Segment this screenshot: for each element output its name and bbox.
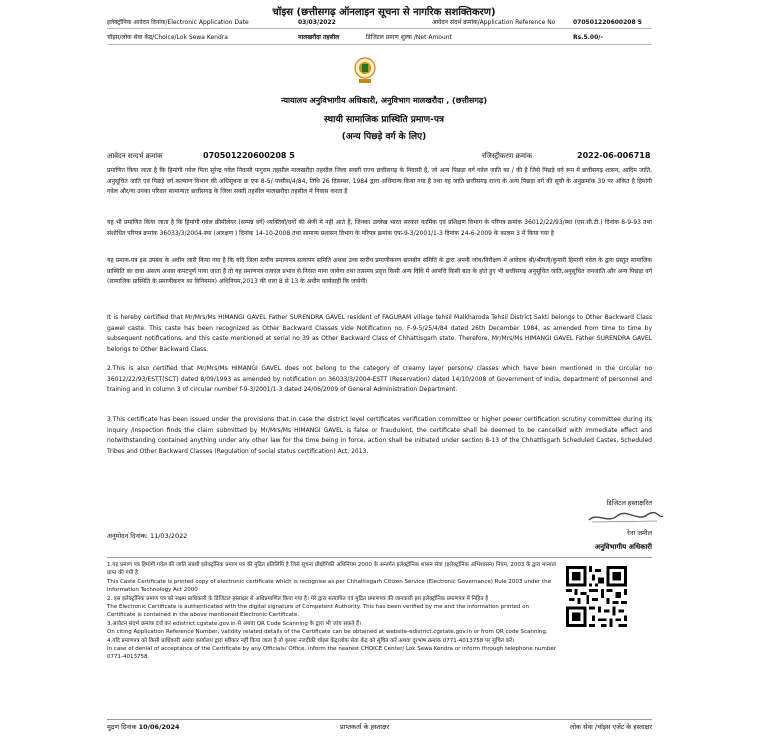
hindi-paragraph-2: यह भी प्रमाणित किया जाता है कि हिमांगी गवेल क्रीमीलेयर (सम्पन्न वर्ग) व्यक्तियों/वर्गो की श्रेणी में नहीं आते हैं, जिनका उल्लेख भारत सरकार कार्मिक एवं प्रशिक्षण विभाग के परिपत्र क्रमांक 36012/22/93/स्था (एस.सी.टी.) दिनांक 8-9-93 तथा संशोधित परिपत्र क्रमांक 36033/3/2004-स्था (आरक्षण ) दिनांक 14-10-2008 तथा सामान्य प्रशासन विभाग के परिपत्र क्रमांक एफ-9-3/2001/1-3 दिनांक 24-6-2009 के कालम 3 में किया गया है — [107, 219, 652, 237]
english-paragraph-1: It is hereby certified that Mr/Mrs/Ms HIMANGI GAVEL Father SURENDRA GAVEL resident of FAGURAM village tehsil Malkharoda Tehsil District Sakti belongs to Other Backward Class gawel caste. This caste has been recognized as Other Backward Classes vide Notification no. F-9-5/25/4/84 dated 26th December 1984, as amended from time to time by subsequent notifications, and this caste mentioned at serial no 39 as Other Backward Class of Chhattisgarh state. Therefore, Mr/Mrs/Ms HIMANGI GAVEL Father SURENDRA GAVEL belongs to Other Backward Class. — [107, 314, 652, 353]
english-paragraph-2: 2.This is also certified that Mr/Mrs/Ms HIMANGI GAVEL does not belong to the category of creamy layer persons/ classes which have been mentioned in the circular no 36012/22/93/ESTT(SCT) dated 8/09/1993 as amended by notification on 36033/3/2004-ESTT (Reservation) dated 14/10/2008 of Government of India, department of personnel and training and in column 3 of circular number f-9-3/2001/1-3 dated 24/06/2009 of General Administration Department. — [107, 365, 652, 394]
header-divider-2 — [107, 44, 652, 45]
certificate-subtitle: (अन्य पिछड़े वर्ग के लिए) — [341, 132, 427, 142]
notes-divider — [107, 557, 652, 558]
note-4-english: In case of denial of acceptance of the Certificate by any Officials/ Office, inform the nearest CHOICE Center/ Lok Sewa Kendra or inform through telephone number 0771-4013758. — [107, 646, 556, 661]
state-emblem-icon — [354, 57, 376, 85]
print-date-row — [107, 722, 180, 731]
officer-name: रेना जमील — [627, 529, 652, 537]
approval-date-row — [107, 531, 187, 540]
page-header-title: चॉइस (छत्तीसगढ़ ऑनलाइन सूचना से नागरिक सशक्तिकरण) — [272, 7, 496, 18]
amount-value: Rs.5.00/- — [573, 34, 603, 41]
amount-label: डिजिटल प्रमाण शुल्क /Net Amount — [366, 34, 452, 41]
choice-value: मालखरौदा तहसील — [298, 34, 340, 41]
notes-block — [107, 561, 557, 662]
choice-label: चॉइस/लोक सेवा केंद्र/Choice/Lok Sewa Kendra — [107, 34, 228, 41]
officer-designation: अनुविभागीय अधिकारी — [594, 543, 652, 551]
reg-label: रजिस्ट्रीकरण क्रमांक — [482, 152, 533, 160]
approval-date-value: 11/03/2022 — [149, 532, 188, 540]
footer-divider — [107, 719, 652, 720]
note-1-hindi: 1.यह प्रमाण पत्र हिमांगी गवेल की जाति संबंधी इलेक्ट्रॉनिक प्रमाण पत्र की मुद्रित प्रतिलिपि है जिसे सूचना प्रौद्योगिकी अधिनियम 2000 के अन्तर्गत इलेक्ट्रॉनिक शासन सेवा (इलेक्ट्रॉनिक अभिशासन) नियम, 2003 के द्वारा मान्यता प्राप्त की गयी है — [107, 562, 557, 577]
note-2-hindi: 2. इस इलेक्ट्रॉनिक प्रमाण पत्र को सक्षम प्राधिकारी के डिजिटल हस्ताक्षर से अधिप्रमाणित किया गया है। मेरे द्वारा सत्यापित एवं मुद्रित प्रमाणपत्र की जानकारी इस इलेक्ट्रॉनिक प्रमाणपत्र में निहित है — [107, 595, 489, 602]
note-3-english: On citing Application Reference Number, validity related details of the Certificate can be obtained at website-edistrict.cgstate.gov.in or from QR code Scanning. — [107, 629, 548, 636]
reg-value: 2022-06-006718 — [577, 151, 651, 160]
agent-signature-label: लोक सेवा /चॉइस एजेंट के हस्ताक्षर — [569, 723, 652, 731]
app-ref-value: 070501220600208 5 — [573, 19, 642, 26]
qr-code-icon[interactable] — [566, 566, 627, 627]
note-4-hindi: 4.यदि प्रमाणपत्र को किसी प्राधिकारी अथवा कार्यालय द्वारा स्वीकार नहीं किया जाता है तो कृपया नजदीकी चॉइस केंद्र/लोक सेवा केंद्र को सूचित करें अथवा दूरभाष क्रमांक 0771-4013758 पर सूचित करें। — [107, 637, 515, 644]
approval-date-label: अनुमोदन दिनांक: — [107, 532, 148, 540]
hindi-paragraph-1: प्रमाणित किया जाता है कि हिमांगी गवेल पिता सुरेन्द्र गवेल निवासी फगुराम तहसील मालखरौदा तहसील जिला सक्ती राज्य छत्तीसगढ़ के निवासी है, जो अन्य पिछड़ा वर्ग गवेल जाति का / की है जिसे पिछड़े वर्ग रूप में छत्तीसगढ़ शासन, आदिम जाति, अनुसूचित जाति एवं पिछड़े वर्ग कल्याण विभाग की अधिसूचना क्र एफ 8-5/ पच्चीस/4/84, तिथि 26 दिसम्बर, 1984 द्वारा अधिमान्य किया गया है तथा यह जाति छत्तीसगढ़ राज्य के अन्य पिछड़ा वर्ग की सूची के अनुक्रमांक 39 पर अंकित है हिमांगी गवेल और/या उनका परिवार सामान्यतः छत्तीसगढ़ के जिला सक्ती तहसील मालखरौदा तहसील में निवास करता है — [107, 167, 652, 196]
certificate-title: स्थायी सामाजिक प्रास्थिति प्रमाण-पत्र — [324, 115, 444, 125]
note-1-english: This Caste Certificate is printed copy of electronic certificate which is recognise as per Chhattisgarh Citizen Service (Electronic Governance) Rule 2003 under the Information Technology Act 2000 — [107, 578, 551, 594]
app-date-value: 03/03/2022 — [298, 19, 336, 26]
recipient-signature-label: प्राप्तकर्ता के हस्ताक्षर — [340, 723, 390, 731]
note-2-english: The Electronic Certificate is authenticated with the digital signature of Competent Authority. This has been verified by me and the information printed on Certificate is contained in the above mentioned Electronic Certificate. — [107, 604, 530, 619]
print-date-label: मुद्रण दिनांक — [107, 723, 137, 731]
app-ref-label: आवेदन संदर्भ क्रमांक/Application Reference No — [432, 19, 556, 26]
digital-signature-stamp — [587, 510, 665, 526]
office-title: न्यायालय अनुविभागीय अधिकारी, अनुविभाग मालखरौदा , (छत्तीसगढ़) — [281, 96, 487, 105]
header-divider — [107, 28, 652, 29]
english-paragraph-3: 3.This certificate has been issued under the provisions that in case the district level certificates verification committee or higher power certification scrutiny committee during its inquiry /inspection finds the claim submitted by Mr/Mrs/Ms HIMANGI GAVEL is false or fraudulent, the certificate shall be deemed to be cancelled with immediate effect and notwithstanding contained anything under any other law for the time being in force, action shall be initiated under section 8-13 of the Chhattisgarh Scheduled Castes, Scheduled Tribes and Other Backward Classes (Regulation of social status certification) Act, 2013. — [107, 416, 652, 455]
note-3-hindi: 3.आवेदन संदर्भ क्रमांक दर्ज कर edistrict.cgstate.gov.in से अथवा QR Code Scanning के द्वारा भी जांच सकते हैं। — [107, 620, 362, 627]
print-date-value: 10/06/2024 — [138, 723, 180, 731]
digital-signed-label: डिजिटल हस्ताक्षरित — [606, 499, 652, 507]
ref-label: आवेदन सन्दर्भ क्रमांक — [107, 152, 163, 160]
ref-value: 070501220600208 5 — [203, 151, 295, 160]
app-date-label: इलेक्ट्रॉनिक आवेदन दिनांक/Electronic Application Date — [107, 19, 249, 26]
hindi-paragraph-3: यह प्रमाण-पत्र इस उपबंध के अधीन जारी किया गया है कि यदि जिला स्तरीय प्रमाणपत्र सत्यापन समिति अथवा उच्च स्तरीय प्रमाणीकरण छानबीन समिति के द्वारा अपनी जांच/निरीक्षण में आवेदक श्री/श्रीमती/कुमारी हिमांगी गवेल के द्वारा प्रस्तुत सामाजिक प्रास्थिति का दावा असत्य अथवा कपटपूर्ण पाया जाता है तो यह प्रमाणपत्र तत्काल प्रभाव से निरस्त माना जायेगा तथा तत्समय प्रवृत्त किसी अन्य विधि में आपत्ति किसी बात के होते हुए भी छत्तीसगढ़ अनुसूचित जाति,अनुसूचित जनजाति और अन्य पिछड़ा वर्ग (सामाजिक प्रास्थिति के प्रमाणीकरण का विनियमन) अधिनियम,2013 की धारा 8 से 13 के अधीन कार्यवाही कि जायेगी। — [107, 257, 652, 286]
